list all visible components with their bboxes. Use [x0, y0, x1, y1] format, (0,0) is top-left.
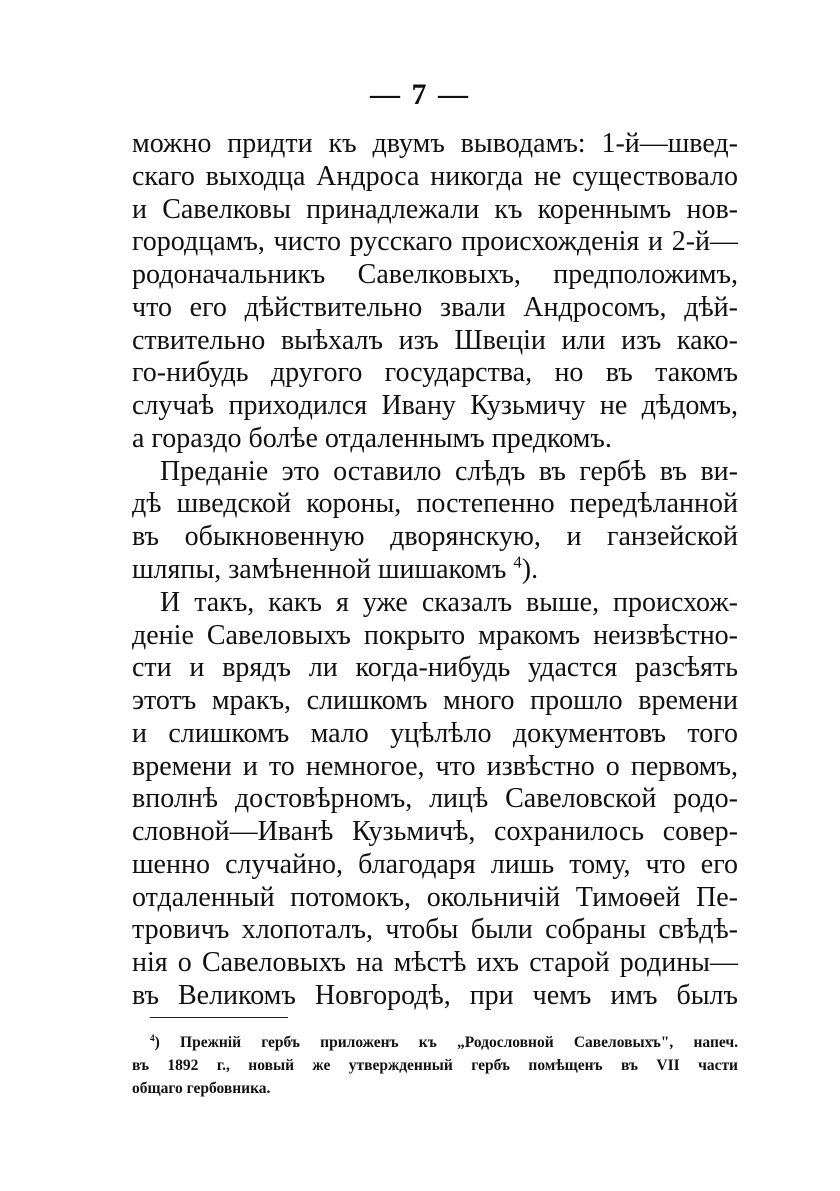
text-line: Преданіе это оставило слѣдъ въ гербѣ въ ви-	[160, 456, 738, 487]
text-line: этотъ мракъ, слишкомъ много прошло времени	[132, 685, 738, 716]
text-line: го-нибудь другого государства, но въ такомъ	[132, 357, 738, 388]
text-line: ствительно выѣхалъ изъ Швеціи или изъ како-	[132, 325, 738, 356]
text-line: въ Великомъ Новгородѣ, при чемъ имъ былъ	[132, 980, 738, 1011]
text-line: городцамъ, чисто русскаго происхожденія и 2-й—	[132, 226, 738, 257]
text-line: И такъ, какъ я уже сказалъ выше, происхож-	[160, 587, 738, 618]
footnote-separator	[150, 1017, 288, 1018]
footnote-line: общаго гербовника.	[132, 1080, 271, 1097]
footnote-line: въ 1892 г., новый же утвержденный гербъ помѣщенъ въ VII части	[132, 1057, 738, 1074]
page-number: — 7 —	[370, 78, 470, 111]
text-line: времени и то немногое, что извѣстно о первомъ,	[132, 751, 738, 782]
text-line: нія о Савеловыхъ на мѣстѣ ихъ старой родины—	[132, 947, 738, 978]
text-line: что его дѣйствительно звали Андросомъ, дѣй-	[132, 292, 738, 323]
text-line: въ обыкновенную дворянскую, и ганзейской	[132, 521, 738, 552]
footnote-marker: 4	[150, 1033, 155, 1044]
text-line: отдаленный потомокъ, окольничій Тимоѳей Пе-	[132, 882, 738, 913]
text-line: сти и врядъ ли когда-нибудь удастся разсѣять	[132, 652, 738, 683]
text-line: тровичъ хлопоталъ, чтобы были собраны свѣдѣ-	[132, 914, 738, 945]
text-line: и слишкомъ мало уцѣлѣло документовъ того	[132, 718, 738, 749]
footnote-line	[150, 1032, 738, 1054]
text-line: дѣ шведской короны, постепенно передѣланной	[132, 488, 738, 519]
text-line: словной—Иванѣ Кузьмичѣ, сохранилось совер-	[132, 816, 738, 847]
text-line: шенно случайно, благодаря лишь тому, что его	[132, 849, 738, 880]
text-line: родоначальникъ Савелковыхъ, предположимъ,	[132, 259, 738, 290]
text-line: деніе Савеловыхъ покрыто мракомъ неизвѣстно-	[132, 620, 738, 651]
text-line: вполнѣ достовѣрномъ, лицѣ Савеловской родо-	[132, 783, 738, 814]
text-line: случаѣ приходился Ивану Кузьмичу не дѣдомъ,	[132, 390, 738, 421]
text-line-with-footnote-ref	[132, 553, 738, 587]
footnote-text: ) Прежній гербъ приложенъ къ „Родословной Савеловыхъ", напеч.	[154, 1034, 738, 1051]
footnote-reference: 4	[513, 552, 522, 572]
text-line: можно придти къ двумъ выводамъ: 1-й—швед-	[132, 128, 738, 159]
text-line: скаго выходца Андроса никогда не существовало	[132, 161, 738, 192]
text-line: и Савелковы принадлежали къ кореннымъ нов-	[132, 194, 738, 225]
text-line: а гораздо болѣе отдаленнымъ предкомъ.	[132, 423, 612, 454]
footnote-reference-close: ).	[521, 554, 539, 585]
text-line: шляпы, замѣненной шишакомъ	[132, 554, 507, 585]
